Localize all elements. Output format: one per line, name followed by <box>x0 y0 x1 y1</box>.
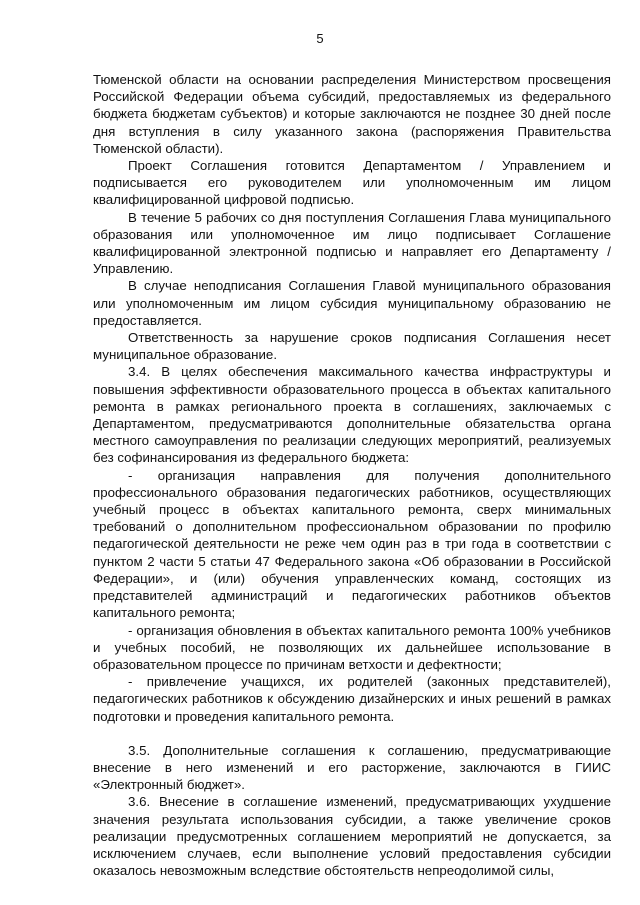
list-item-involvement: - привлечение учащихся, их родителей (законных представителей), педагогических работников к обсуждению дизайнерских и иных решений в рамках подготовки и проведения капитального ремонта. <box>93 674 611 724</box>
paragraph-draft-agreement: Проект Соглашения готовится Департаментом / Управлением и подписывается его руководителем или уполномоченным им лицом квалифицированной цифровой подписью. <box>93 158 611 208</box>
list-item-textbooks: - организация обновления в объектах капитального ремонта 100% учебников и учебных пособий, не позволяющих их дальнейшее использование в образовательном процессе по причинам ветхости и дефектности; <box>93 622 611 672</box>
document-body <box>93 71 611 879</box>
clause-3-6: 3.6. Внесение в соглашение изменений, предусматривающих ухудшение значения результата использования субсидии, а также увеличение сроков реализации предусмотренных соглашением мероприятий не допускается, за исключением случаев, если выполнение условий предоставления субсидии оказалось невозможным вследствие обстоятельств непреодолимой силы, <box>93 794 611 879</box>
paragraph-non-signing: В случае неподписания Соглашения Главой муниципального образования или уполномоченным им лицом субсидия муниципальному образованию не предоставляется. <box>93 278 611 328</box>
clause-3-5: 3.5. Дополнительные соглашения к соглашению, предусматривающие внесение в него изменений и его расторжение, заключаются в ГИИС «Электронный бюджет». <box>93 742 611 793</box>
clause-3-4: 3.4. В целях обеспечения максимального качества инфраструктуры и повышения эффективности образовательного процесса в объектах капитального ремонта в рамках регионального проекта в соглашениях, заключаемых с Департаментом, предусматриваются дополнительные обязательства органа местного самоуправления по реализации следующих мероприятий, реализуемых без софинансирования из федерального бюджета: <box>93 364 611 466</box>
list-item-training: - организация направления для получения дополнительного профессионального образования педагогических работников, осуществляющих учебный процесс в объектах капитального ремонта, сверх минимальных требований о дополнительном профессиональном образовании по профилю педагогической деятельности не реже чем один раз в три года в соответствии с пунктом 2 части 5 статьи 47 Федерального закона «Об образовании в Российской Федерации», и (или) обучения управленческих команд, состоящих из представителей администраций и педагогических работников объектов капитального ремонта; <box>93 467 611 621</box>
paragraph-responsibility: Ответственность за нарушение сроков подписания Соглашения несет муниципальное образование. <box>93 330 611 363</box>
paragraph-signing-term: В течение 5 рабочих со дня поступления Соглашения Глава муниципального образования или уполномоченное им лицо подписывает Соглашение квалифицированной электронной подписью и направляет его Департаменту / Управлению. <box>93 209 611 277</box>
page-number: 5 <box>316 31 324 46</box>
paragraph-continuation: Тюменской области на основании распределения Министерством просвещения Российской Федерации объема субсидий, предоставляемых из федерального бюджета бюджетам субъектов) и которые заключаются не позднее 30 дней после дня вступления в силу указанного закона (распоряжения Правительства Тюменской области). <box>93 72 611 156</box>
